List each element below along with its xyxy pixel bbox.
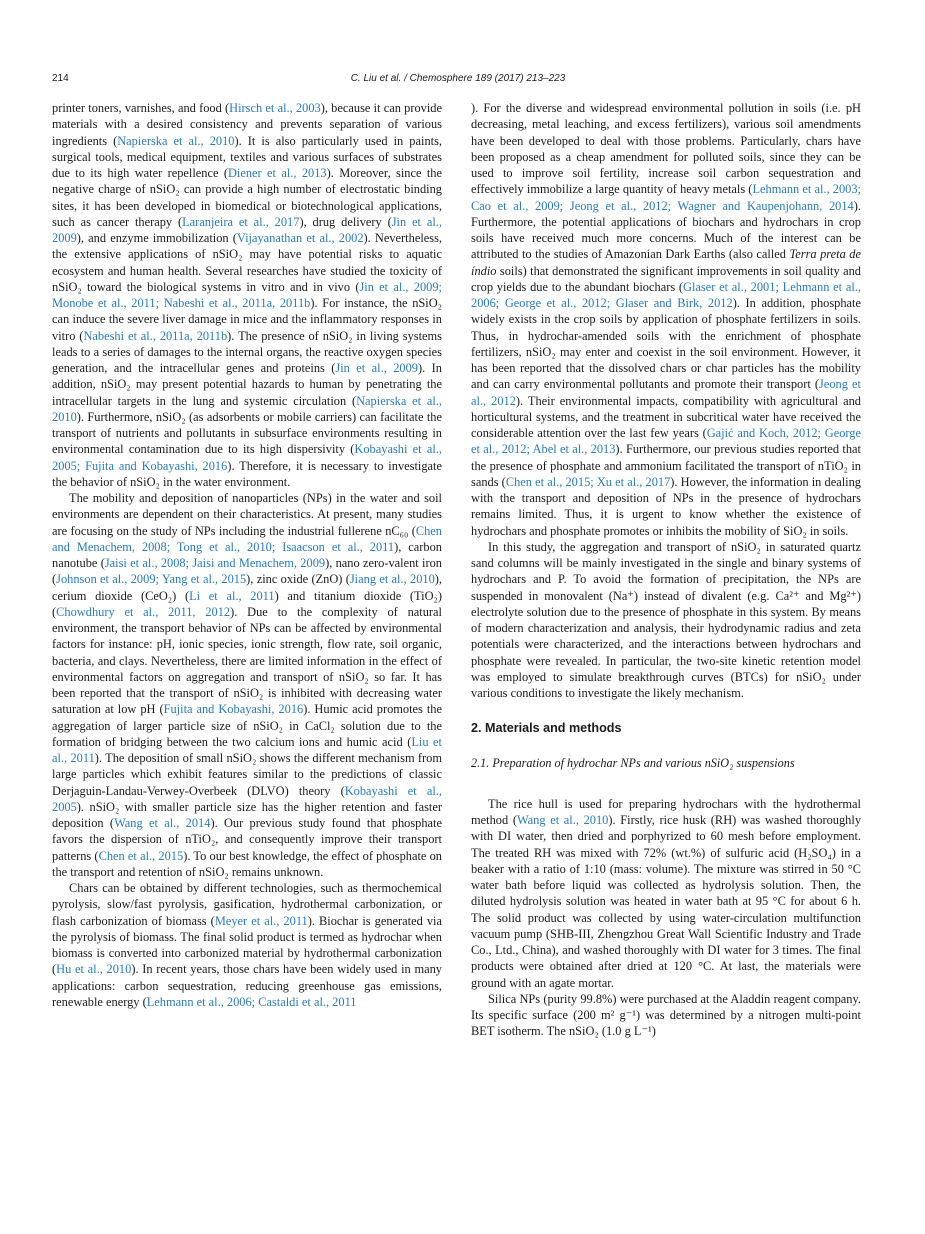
citation-link[interactable]: Jin et al., 2009; Monobe et al., 2011; Nabeshi et al., 2011a, 2011b (52, 279, 442, 310)
citation-link[interactable]: Jaisi et al., 2008; Jaisi and Menachem, 2009 (104, 556, 326, 570)
citation-link[interactable]: Jin et al., 2009 (52, 214, 442, 245)
citation-link[interactable]: Lehmann et al., 2003; Cao et al., 2009; Jeong et al., 2012; Wagner and Kaupenjohann, 2014 (471, 182, 861, 213)
citation-link[interactable]: Li et al., 2011 (189, 588, 275, 603)
journal-citation: C. Liu et al. / Chemosphere 189 (2017) 213–223 (350, 73, 566, 84)
citation-link[interactable]: Gajić and Koch, 2012; George et al., 2012; Abel et al., 2013 (471, 426, 862, 457)
citation-link[interactable]: Jeong et al., 2012 (471, 377, 861, 408)
citation-link[interactable]: Napierska et al., 2010 (117, 133, 235, 148)
citation-link[interactable]: Jiang et al., 2010 (349, 572, 435, 587)
citation-link[interactable]: Laranjeira et al., 2017 (182, 214, 300, 229)
section-heading: 2. Materials and methods (471, 721, 622, 736)
paragraph: The mobility and deposition of nanoparticles (NPs) in the water and soil environments are dependent on their characteristics. At present, many studies are focusing on the study of NPs including the industrial fullerene nC₆₀ (Chen and Menachem, 2008; Tong et al., 2010; Isaacson et al., 2011), carbon nanotube (Jaisi et al., 2008; Jaisi and Menachem, 2009), nano zero-valent iron (Johnson et al., 2009; Yang et al., 2015), zinc oxide (ZnO) (Jiang et al., 2010), cerium dioxide (CeO₂) (Li et al., 2011) and titanium dioxide (TiO₂) (Chowdhury et al., 2011, 2012). Due to the complexity of natural environment, the transport behavior of NPs can be affected by environmental factors for instance: pH, ionic species, ionic strength, flow rate, soil organic, bacteria, and clays. Nevertheless, there are limited information in the effect of environmental factors on aggregation and transport of nSiO₂ so far. It has been reported that the transport of nSiO₂ is inhibited with decreasing water saturation at low pH (Fujita and Kobayashi, 2016). Humic acid promotes the aggregation of larger particle size of nSiO₂ in CaCl₂ solution due to the formation of bridging between the two calcium ions and humic acid (Liu et al., 2011). The deposition of small nSiO₂ shows the different mechanism from large particles which exhibit features similar to the predictions of classic Derjaguin-Landau-Verwey-Overbeek (DLVO) theory (Kobayashi et al., 2005). nSiO₂ with smaller particle size has the higher retention and faster deposition (Wang et al., 2014). Our previous study found that phosphate favors the dispersion of nTiO₂, and consequently improve their transport patterns (Chen et al., 2015). To our best knowledge, the effect of phosphate on the transport and retention of nSiO₂ remains unknown. (52, 491, 443, 879)
page-number: 214 (52, 73, 69, 84)
paragraph: ). For the diverse and widespread environmental pollution in soils (i.e. pH decreasing, metal leaching, and excess fertilizers), various soil amendments have been developed to deal with those problems. Particularly, chars have been proposed as a cheap amendment for polluted soils, since they can be used to improve soil fertility, increase soil carbon sequestration and effectively immobilize a large quantity of heavy metals (Lehmann et al., 2003; Cao et al., 2009; Jeong et al., 2012; Wagner and Kaupenjohann, 2014). Furthermore, the potential applications of biochars and hydrochars in crop soils have received much more concerns. Much of the interest can be attributed to the studies of Amazonian Dark Earths (also called Terra preta de índio soils) that demonstrated the significant improvements in soil quality and crop yields due to the abundant biochars (Glaser et al., 2001; Lehmann et al., 2006; George et al., 2012; Glaser and Birk, 2012). In addition, phosphate widely exists in the crop soils by application of phosphate fertilizers in soils. Thus, in hydrochar-amended soils with the enrichment of phosphate fertilizers, nSiO₂ may enter and coexist in the soil environment. However, it has been reported that the dissolved chars or char particles has the mobility and can carry environmental pollutants and promote their transport (Jeong et al., 2012). Their environmental impacts, compatibility with agricultural and horticultural systems, and the treatment in subcritical water have received the considerable attention over the last few years (Gajić and Koch, 2012; George et al., 2012; Abel et al., 2013). Furthermore, our previous studies reported that the presence of phosphate and ammonium facilitated the transport of nTiO₂ in sands (Chen et al., 2015; Xu et al., 2017). However, the information in dealing with the transport and deposition of NPs in the presence of hydrochars remains limited. Thus, it is urgent to know whether the existence of hydrochars and phosphate promotes or inhibits the mobility of SiO₂ in soils. (471, 101, 862, 538)
citation-link[interactable]: Liu et al., 2011 (52, 734, 442, 765)
paragraph: printer toners, varnishes, and food (Hirsch et al., 2003), because it can provide materials with a desired consistency and prevents separation of various ingredients (Napierska et al., 2010). It is also particularly used in paints, surgical tools, medical equipment, textiles and various surfaces of substrates due to its high water repellence (Diener et al., 2013). Moreover, since the negative charge of nSiO₂ can provide a high number of electrostatic binding sites, it has been developed in biomedical or biotechnological applications, such as cancer therapy (Laranjeira et al., 2017), drug delivery (Jin et al., 2009), and enzyme immobilization (Vijayanathan et al., 2002). Nevertheless, the extensive applications of nSiO₂ may have potential risks to aquatic ecosystem and human health. Several researches have studied the toxicity of nSiO₂ toward the biological systems in vitro and in vivo (Jin et al., 2009; Monobe et al., 2011; Nabeshi et al., 2011a, 2011b). For instance, the nSiO₂ can induce the severe liver damage in mice and the inflammatory responses in vitro (Nabeshi et al., 2011a, 2011b). The presence of nSiO₂ in living systems leads to a series of damages to the internal organs, the reactive oxygen species generation, and the intracellular genes and proteins (Jin et al., 2009). In addition, nSiO₂ may present potential hazards to human by penetrating the intracellular targets in the lung and systemic circulation (Napierska et al., 2010). Furthermore, nSiO₂ (as adsorbents or mobile carriers) can facilitate the transport of nutrients and pollutants in subsurface environments resulting in environmental contamination due to its high dispersivity (Kobayashi et al., 2005; Fujita and Kobayashi, 2016). Therefore, it is necessary to investigate the behavior of nSiO₂ in the water environment. (52, 101, 442, 489)
citation-link[interactable]: Wang et al., 2010 (516, 813, 609, 827)
citation-link[interactable]: Johnson et al., 2009; Yang et al., 2015 (56, 572, 247, 587)
citation-link[interactable]: Jin et al., 2009 (335, 361, 419, 375)
citation-link[interactable]: Nabeshi et al., 2011a, 2011b (83, 328, 228, 343)
paragraph: Silica NPs (purity 99.8%) were purchased at the Aladdin reagent company. Its specific surface (200 m² g⁻¹) was determined by a nitrogen multi-point BET isotherm. The nSiO₂ (1.0 g L⁻¹) (471, 991, 861, 1039)
citation-link[interactable]: Hirsch et al., 2003 (229, 101, 321, 115)
citation-link[interactable]: Hu et al., 2010 (56, 962, 132, 977)
citation-link[interactable]: Chen and Menachem, 2008; Tong et al., 2010; Isaacson et al., 2011 (52, 523, 442, 554)
citation-link[interactable]: Vijayanathan et al., 2002 (236, 231, 364, 245)
citation-link[interactable]: Chen et al., 2015; Xu et al., 2017 (505, 474, 671, 489)
paragraph: The rice hull is used for preparing hydrochars with the hydrothermal method (Wang et al., 2010). Firstly, rice husk (RH) was washed thoroughly with DI water, then dried and porphyrized to 60 mesh before employment. The treated RH was mixed with 72% (wt.%) of sulfuric acid (H₂SO₄) in a beaker with a ratio of 1:10 (mass: volume). The mixture was stirred in 50 °C water bath before liquid was collected as hydrolysis solution. Then, the diluted hydrolysis solution was heated in water bath at 95 °C for about 6 h. The solid product was collected by using water-circulation multifunction vacuum pump (SHB-III, Zhengzhou Great Wall Scientific Industry and Trade Co., Ltd., China), and washed thoroughly with DI water for 3 times. The final products were obtained after dried at 120 °C. At last, the materials were ground with an agate mortar. (471, 796, 862, 990)
citation-link[interactable]: Lehmann et al., 2006; Castaldi et al., 2011 (146, 994, 357, 1009)
subsection-heading: 2.1. Preparation of hydrochar NPs and various nSiO₂ suspensions (471, 755, 795, 770)
citation-link[interactable]: Fujita and Kobayashi, 2016 (163, 702, 304, 717)
citation-link[interactable]: Chowdhury et al., 2011, 2012 (56, 604, 231, 619)
right-column (471, 100, 861, 1040)
citation-link[interactable]: Chen et al., 2015 (98, 848, 184, 863)
citation-link[interactable]: Kobayashi et al., 2005 (52, 783, 442, 814)
citation-link[interactable]: Napierska et al., 2010 (52, 393, 442, 424)
citation-link[interactable]: Diener et al., 2013 (227, 166, 327, 180)
italic-term: Terra preta de índio (471, 247, 861, 278)
running-header (52, 73, 864, 87)
left-column (52, 100, 442, 1010)
citation-link[interactable]: Glaser et al., 2001; Lehmann et al., 2006; George et al., 2012; Glaser and Birk, 2012 (471, 279, 861, 310)
paragraph: In this study, the aggregation and transport of nSiO₂ in saturated quartz sand columns will be mainly investigated in the single and binary systems of hydrochars and P. To avoid the formation of precipitation, the NPs are suspended in monovalent (Na⁺) instead of divalent (e.g. Ca²⁺ and Mg²⁺) electrolyte solution due to the presence of phosphate in this system. By means of modern characterization and analysis, their hydrodynamic radius and zeta potentials were characterized, and the interactions between hydrochars and phosphate were revealed. In particular, the two-site kinetic retention model was employed to simulate breakthrough curves (BTCs) for nSiO₂ under various conditions to investigate the likely mechanism. (471, 539, 861, 700)
citation-link[interactable]: Kobayashi et al., 2005; Fujita and Kobayashi, 2016 (52, 442, 442, 473)
citation-link[interactable]: Wang et al., 2014 (114, 816, 211, 830)
paragraph: Chars can be obtained by different technologies, such as thermochemical pyrolysis, slow/fast pyrolysis, gasification, hydrothermal carbonization, or flash carbonization of biomass (Meyer et al., 2011). Biochar is generated via the pyrolysis of biomass. The final solid product is termed as hydrochar when biomass is converted into carbonized material by hydrothermal carbonization (Hu et al., 2010). In recent years, those chars have been widely used in many applications: carbon sequestration, reducing greenhouse gas emissions, renewable energy (Lehmann et al., 2006; Castaldi et al., 2011 (52, 881, 442, 1009)
citation-link[interactable]: Meyer et al., 2011 (214, 913, 308, 928)
